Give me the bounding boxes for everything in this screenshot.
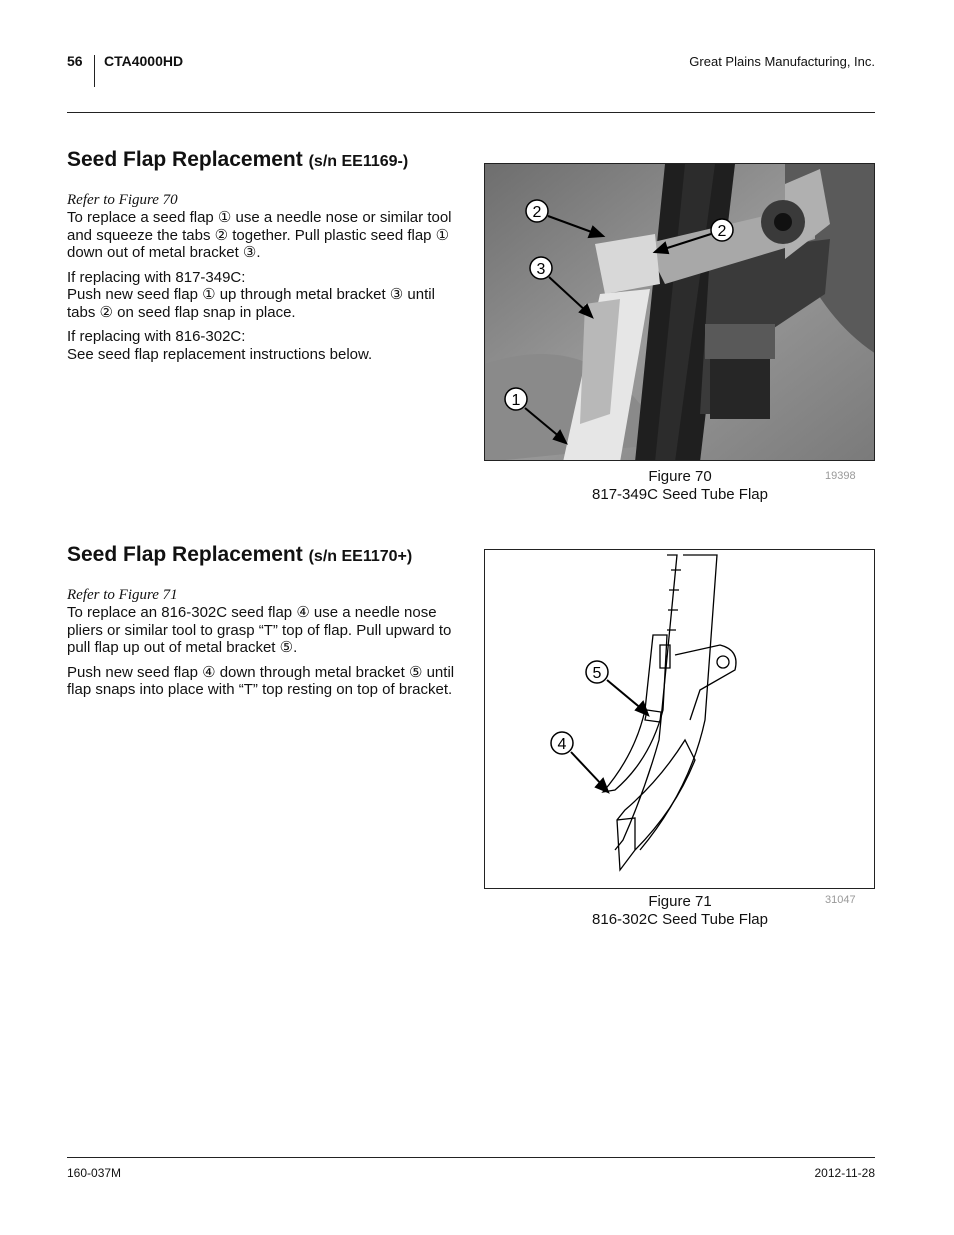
section2-p1: To replace an 816-302C seed flap ④ use a needle nose pliers or similar tool to grasp “T” top of flap. Pull upward to pull flap up out of metal bracket ⑤. [67, 604, 452, 656]
callout-4: 4 [557, 736, 567, 753]
figure70-image-number: 19398 [825, 470, 856, 482]
section1-refer: Refer to Figure 70 [67, 192, 178, 208]
section1-p2b: Push new seed flap ① up through metal bracket ③ until tabs ② on seed flap snap in place. [67, 286, 435, 321]
header-divider [94, 55, 95, 87]
section2-title: Seed Flap Replacement [67, 543, 303, 566]
figure70-photo [484, 163, 875, 461]
section1-heading [67, 148, 408, 172]
section1-p1: To replace a seed flap ① use a needle nose or similar tool and squeeze the tabs ② together. Pull plastic seed flap ① down out of metal bracket ③. [67, 209, 452, 261]
section2-body [67, 604, 467, 699]
section2-heading [67, 543, 412, 567]
publish-date: 2012-11-28 [814, 1166, 875, 1180]
section1-p3b: See seed flap replacement instructions below. [67, 345, 373, 363]
model-name: CTA4000HD [104, 53, 184, 69]
section2-refer: Refer to Figure 71 [67, 587, 178, 603]
doc-number: 160-037M [67, 1166, 122, 1180]
company-name: Great Plains Manufacturing, Inc. [689, 54, 875, 69]
header-rule [67, 112, 875, 113]
figure71-drawing [485, 550, 875, 889]
callout-2-right: 2 [717, 223, 727, 240]
callout-3: 3 [536, 261, 546, 278]
figure71-image-number: 31047 [825, 894, 856, 906]
section2-serial: (s/n EE1170+) [308, 548, 413, 565]
figure70-caption [550, 468, 810, 504]
page-number: 56 [67, 53, 83, 69]
callout-2-left: 2 [532, 204, 542, 221]
figure70-caption-line2: 817-349C Seed Tube Flap [592, 486, 768, 503]
section1-p3a: If replacing with 816-302C: [67, 328, 246, 345]
figure71-caption-line1: Figure 71 [648, 893, 712, 910]
figure71-caption-line2: 816-302C Seed Tube Flap [592, 911, 768, 928]
section1-serial: (s/n EE1169-) [308, 153, 409, 170]
figure71-drawing-frame [484, 549, 875, 889]
figure70-caption-line1: Figure 70 [648, 468, 712, 485]
figure71-caption [550, 893, 810, 929]
section2-p2: Push new seed flap ④ down through metal bracket ⑤ until flap snaps into place with “T” top resting on top of bracket. [67, 663, 455, 698]
callout-1: 1 [511, 392, 521, 409]
figure70-drawing [485, 164, 875, 461]
section1-title: Seed Flap Replacement [67, 148, 303, 171]
footer-rule [67, 1157, 875, 1158]
section1-p2a: If replacing with 817-349C: [67, 268, 246, 286]
callout-5: 5 [592, 665, 602, 682]
section1-body [67, 209, 467, 363]
